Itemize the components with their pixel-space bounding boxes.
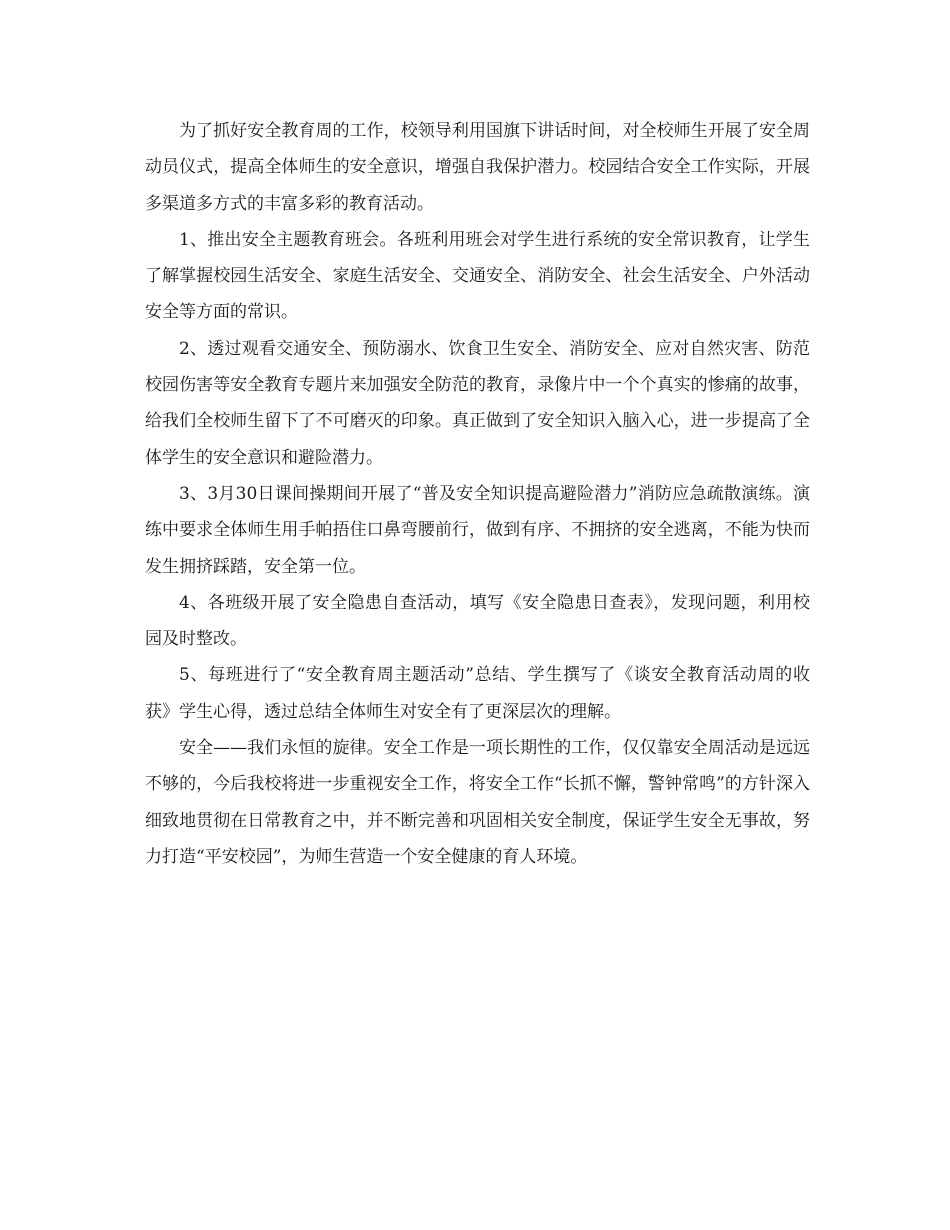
paragraph-item-3: 3、3月30日课间操期间开展了“普及安全知识提高避险潜力”消防应急疏散演练。演练中要求全体师生用手帕捂住口鼻弯腰前行，做到有序、不拥挤的安全逃离，不能为快而发生拥挤踩踏，安全第一位。 xyxy=(145,483,810,577)
paragraph-conclusion: 安全——我们永恒的旋律。安全工作是一项长期性的工作，仅仅靠安全周活动是远远不够的，今后我校将进一步重视安全工作，将安全工作“长抓不懈，警钟常鸣”的方针深入细致地贯彻在日常教育之中，并不断完善和巩固相关安全制度，保证学生安全无事故，努力打造“平安校园”，为师生营造一个安全健康的育人环境。 xyxy=(145,738,810,867)
paragraph-item-4: 4、各班级开展了安全隐患自查活动，填写《安全隐患日查表》，发现问题，利用校园及时整改。 xyxy=(145,592,810,650)
paragraph-intro: 为了抓好安全教育周的工作，校领导利用国旗下讲话时间，对全校师生开展了安全周动员仪式，提高全体师生的安全意识，增强自我保护潜力。校园结合安全工作实际，开展多渠道多方式的丰富多彩的教育活动。 xyxy=(145,121,810,214)
document-body xyxy=(145,113,810,875)
paragraph-item-2: 2、透过观看交通安全、预防溺水、饮食卫生安全、消防安全、应对自然灾害、防范校园伤害等安全教育专题片来加强安全防范的教育，录像片中一个个真实的惨痛的故事，给我们全校师生留下了不可磨灭的印象。真正做到了安全知识入脑入心，进一步提高了全体学生的安全意识和避险潜力。 xyxy=(145,338,810,468)
paragraph-item-5: 5、每班进行了“安全教育周主题活动”总结、学生撰写了《谈安全教育活动周的收获》学生心得，透过总结全体师生对安全有了更深层次的理解。 xyxy=(145,665,810,722)
paragraph-item-1: 1、推出安全主题教育班会。各班利用班会对学生进行系统的安全常识教育，让学生了解掌握校园生活安全、家庭生活安全、交通安全、消防安全、社会生活安全、户外活动安全等方面的常识。 xyxy=(145,229,810,323)
